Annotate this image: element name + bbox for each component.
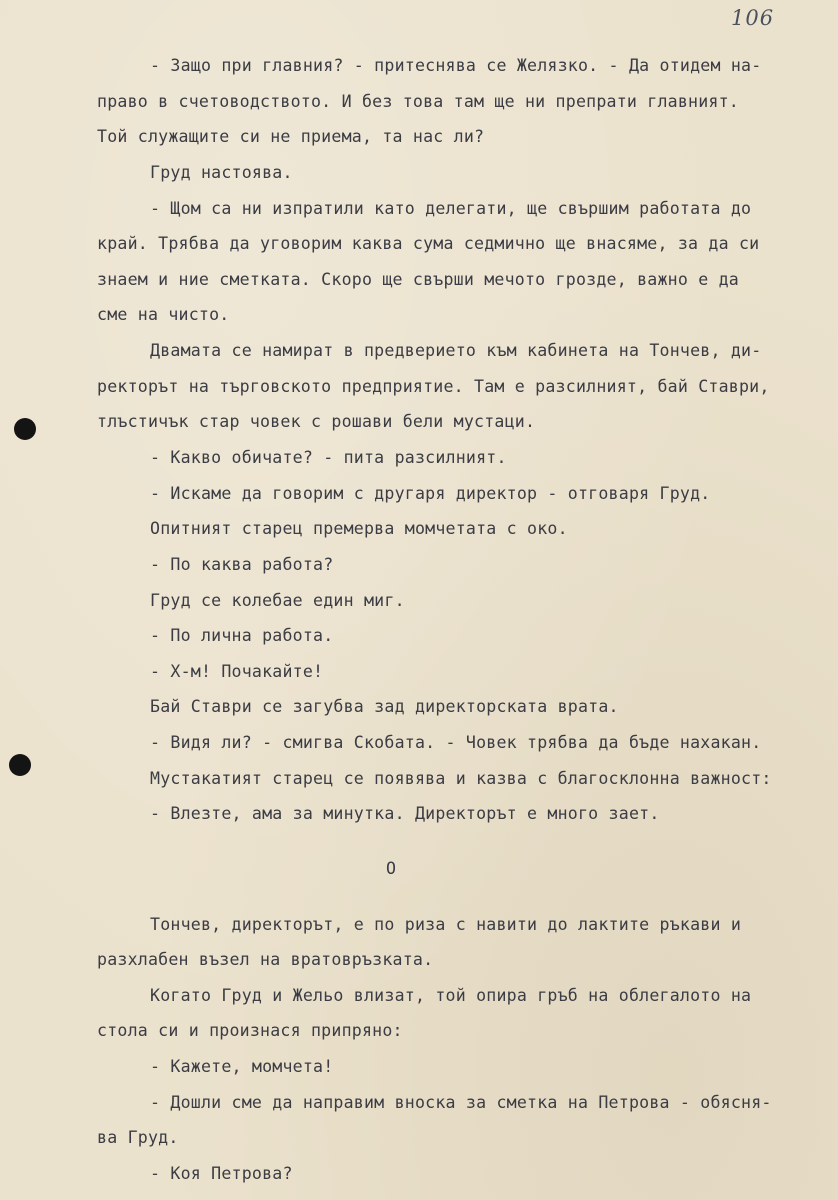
section-separator: О <box>386 859 397 878</box>
text-line: - Кажете, момчета! <box>150 1057 334 1076</box>
text-line: - Щом са ни изпратили като делегати, ще свършим работата до <box>150 199 752 218</box>
text-line: Когато Груд и Жельо влизат, той опира гръб на облегалото на <box>150 986 752 1005</box>
text-line: знаем и ние сметката. Скоро ще свърши мечото грозде, важно е да <box>97 270 739 289</box>
text-line: край. Трябва да уговорим каква сума седмично ще внасяме, за да си <box>97 234 760 253</box>
text-line: Опитният старец премерва момчетата с око. <box>150 519 568 538</box>
text-line: тлъстичък стар човек с рошави бели мустаци. <box>97 412 536 431</box>
text-line: Мустакатият старец се появява и казва с благосклонна важност: <box>150 769 772 788</box>
text-line: Той служащите си не приема, та нас ли? <box>97 127 485 146</box>
text-line: - По лична работа. <box>150 626 334 645</box>
text-line: ректорът на търговското предприятие. Там е разсилният, бай Ставри, <box>97 377 770 396</box>
punch-hole <box>9 754 31 776</box>
text-line: Груд се колебае един миг. <box>150 591 405 610</box>
text-line: - Видя ли? - смигва Скобата. - Човек трябва да бъде нахакан. <box>150 733 762 752</box>
text-line: стола си и произнася припряно: <box>97 1021 403 1040</box>
text-line: - Дошли сме да направим вноска за сметка на Петрова - обясня- <box>150 1093 772 1112</box>
text-line: - Влезте, ама за минутка. Директорът е много зает. <box>150 804 660 823</box>
text-line: - Защо при главния? - притеснява се Желязко. - Да отидем на- <box>150 56 762 75</box>
text-line: Бай Ставри се загубва зад директорската врата. <box>150 697 619 716</box>
text-line: Груд настоява. <box>150 163 293 182</box>
text-line: - Какво обичате? - пита разсилният. <box>150 448 507 467</box>
text-line: - Искаме да говорим с другаря директор - отговаря Груд. <box>150 484 711 503</box>
text-line: разхлабен възел на вратовръзката. <box>97 950 434 969</box>
text-line: право в счетоводството. И без това там ще ни препрати главният. <box>97 92 739 111</box>
text-line: - Х-м! Почакайте! <box>150 662 324 681</box>
punch-hole <box>14 418 36 440</box>
text-line: - Коя Петрова? <box>150 1164 293 1183</box>
page-number: 106 <box>731 6 775 30</box>
text-line: - По каква работа? <box>150 555 334 574</box>
text-line: Двамата се намират в предверието към кабинета на Тончев, ди- <box>150 341 762 360</box>
text-line: ва Груд. <box>97 1128 179 1147</box>
text-line: сме на чисто. <box>97 305 230 324</box>
text-line: Тончев, директорът, е по риза с навити до лактите ръкави и <box>150 915 742 934</box>
